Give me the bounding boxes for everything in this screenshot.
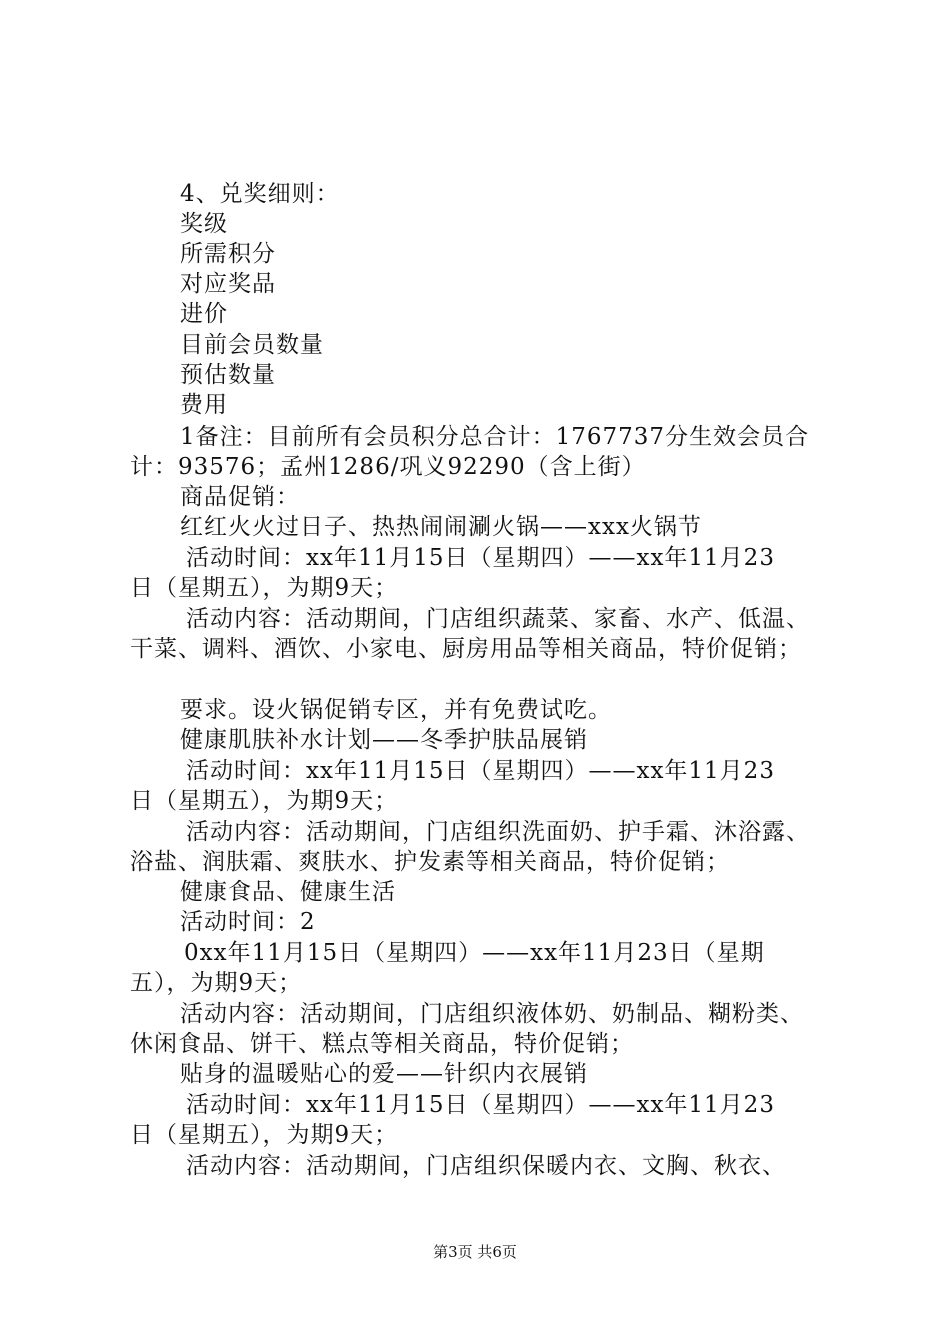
text-line: 费用: [180, 392, 228, 418]
text-line: 健康食品、健康生活: [180, 879, 396, 905]
text-line: 计：93576；孟州1286/巩义92290（含上街）: [130, 454, 646, 480]
text-line: 浴盐、润肤霜、爽肤水、护发素等相关商品，特价促销；: [130, 849, 730, 875]
text-line: 预估数量: [180, 362, 276, 388]
page-footer: 第3页 共6页: [433, 1243, 517, 1261]
text-line: 活动内容：活动期间，门店组织洗面奶、护手霜、沐浴露、: [186, 819, 810, 845]
text-line: 活动时间：xx年11月15日（星期四）——xx年11月23: [186, 758, 775, 784]
text-line: 要求。设火锅促销专区，并有免费试吃。: [180, 697, 612, 723]
text-line: 4、兑奖细则：: [180, 181, 340, 207]
text-line: 奖级: [180, 211, 228, 237]
text-line: 商品促销：: [180, 484, 300, 510]
text-line: 健康肌肤补水计划——冬季护肤品展销: [180, 727, 588, 753]
text-line: 进价: [180, 301, 228, 327]
text-line: 活动内容：活动期间，门店组织液体奶、奶制品、糊粉类、: [180, 1001, 804, 1027]
text-line: 活动时间：xx年11月15日（星期四）——xx年11月23: [186, 1092, 775, 1118]
text-line: 日（星期五），为期9天；: [130, 575, 399, 601]
text-line: 目前会员数量: [180, 332, 324, 358]
text-line: 贴身的温暖贴心的爱——针织内衣展销: [180, 1061, 588, 1087]
text-line: 活动时间：2: [180, 909, 316, 935]
text-line: 日（星期五），为期9天；: [130, 1122, 399, 1148]
text-line: 活动内容：活动期间，门店组织保暖内衣、文胸、秋衣、: [186, 1153, 786, 1179]
text-line: 1备注：目前所有会员积分总合计：1767737分生效会员合: [180, 424, 810, 450]
text-line: 干菜、调料、酒饮、小家电、厨房用品等相关商品，特价促销；: [130, 636, 802, 662]
text-line: 所需积分: [180, 241, 276, 267]
text-line: 日（星期五），为期9天；: [130, 788, 399, 814]
text-line: 休闲食品、饼干、糕点等相关商品，特价促销；: [130, 1031, 634, 1057]
text-line: 五），为期9天；: [130, 970, 303, 996]
text-line: 活动内容：活动期间，门店组织蔬菜、家畜、水产、低温、: [186, 606, 810, 632]
text-line: 对应奖品: [180, 271, 276, 297]
text-line: 红红火火过日子、热热闹闹涮火锅——xxx火锅节: [180, 514, 702, 540]
text-line: 活动时间：xx年11月15日（星期四）——xx年11月23: [186, 545, 775, 571]
text-line: 0xx年11月15日（星期四）——xx年11月23日（星期: [184, 940, 765, 966]
